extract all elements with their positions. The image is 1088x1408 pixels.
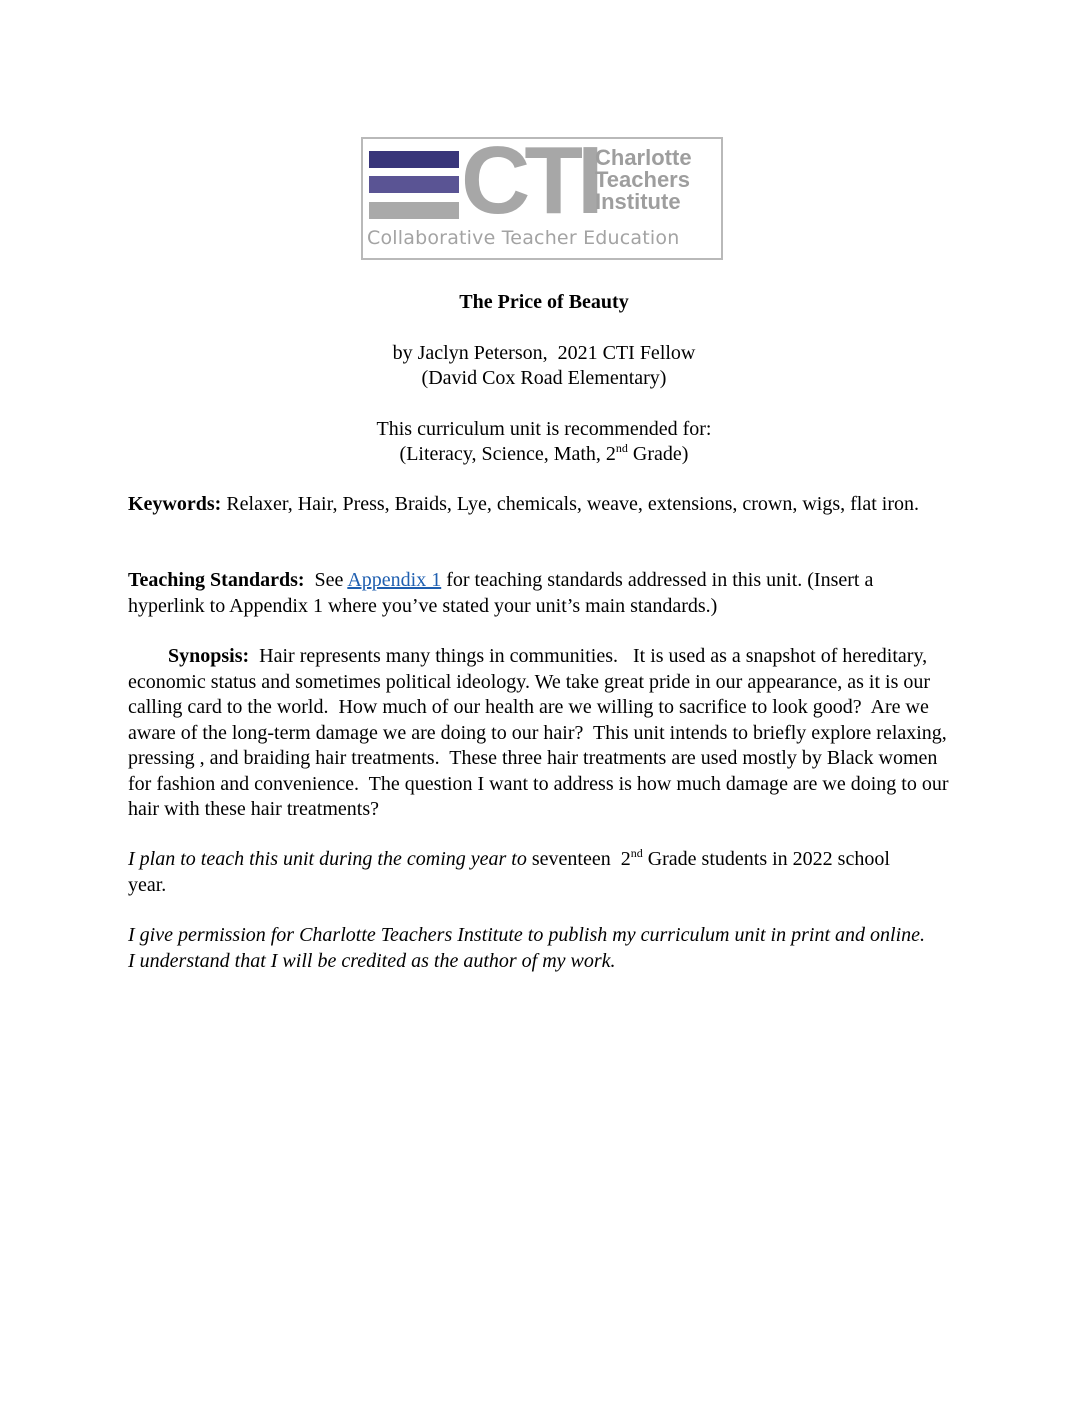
subjects-sup: nd	[615, 441, 628, 455]
plan-pre: seventeen 2	[526, 848, 631, 870]
synopsis-label: Synopsis:	[168, 645, 250, 667]
keywords-text: Relaxer, Hair, Press, Braids, Lye, chemicals, weave, extensions, crown, wigs, flat iron.	[221, 493, 919, 515]
cti-logo	[361, 127, 723, 260]
synopsis-text: Hair represents many things in communities. It is used as a snapshot of hereditary, economic status and sometimes political ideology. We take great pride in our appearance, as it is our calling card to the world. How much of our health are we willing to sacrifice to look good? Are we aware of the long-term damage we are doing to our hair? This unit intends to briefly explore relaxing, pressing , and braiding hair treatments. These three hair treatments are used mostly by Black women for fashion and convenience. The question I want to address is how much damage are we doing to our hair with these hair treatments?	[128, 645, 954, 820]
logo-tagline: Collaborative Teacher Education	[367, 227, 680, 249]
plan-post: Grade students in 2022 school year.	[128, 848, 895, 896]
plan-sup: nd	[630, 846, 643, 860]
appendix-1-link[interactable]: Appendix 1	[347, 569, 442, 591]
keywords-paragraph	[128, 492, 958, 518]
document-title: The Price of Beauty	[459, 291, 629, 313]
plan-italic: I plan to teach this unit during the coming year to	[128, 848, 527, 870]
logo-acronym: CTI	[461, 127, 598, 234]
logo-bar-bottom	[369, 202, 459, 219]
logo-bar-middle	[369, 176, 459, 193]
logo-org-line3: Institute	[595, 189, 681, 214]
subjects-prefix: (Literacy, Science, Math, 2	[399, 443, 616, 465]
teaching-standards-paragraph	[128, 568, 918, 619]
recommendation	[0, 417, 1088, 467]
permission-paragraph: I give permission for Charlotte Teachers Institute to publish my curriculum unit in print and online. I understand that I will be credited as the author of my work.	[128, 924, 926, 972]
keywords-label: Keywords:	[128, 493, 222, 515]
school-line: (David Cox Road Elementary)	[421, 367, 667, 389]
standards-post: for teaching standards addressed in this unit. (Insert a hyperlink to Appendix 1 where you’ve stated your unit’s main standards.)	[128, 569, 879, 617]
logo-org-line2: Teachers	[595, 167, 690, 192]
recommend-subjects	[0, 442, 1088, 467]
logo-bar-top	[369, 151, 459, 168]
subjects-suffix: Grade)	[627, 443, 689, 465]
standards-pre: See	[304, 569, 348, 591]
standards-label: Teaching Standards:	[128, 569, 305, 591]
author-line: by Jaclyn Peterson, 2021 CTI Fellow	[392, 342, 696, 364]
synopsis-paragraph	[128, 644, 953, 823]
logo-org-name	[595, 147, 692, 213]
byline	[0, 341, 1088, 391]
recommend-intro: This curriculum unit is recommended for:	[376, 418, 712, 440]
plan-paragraph	[128, 847, 898, 898]
logo-org-line1: Charlotte	[595, 145, 692, 170]
